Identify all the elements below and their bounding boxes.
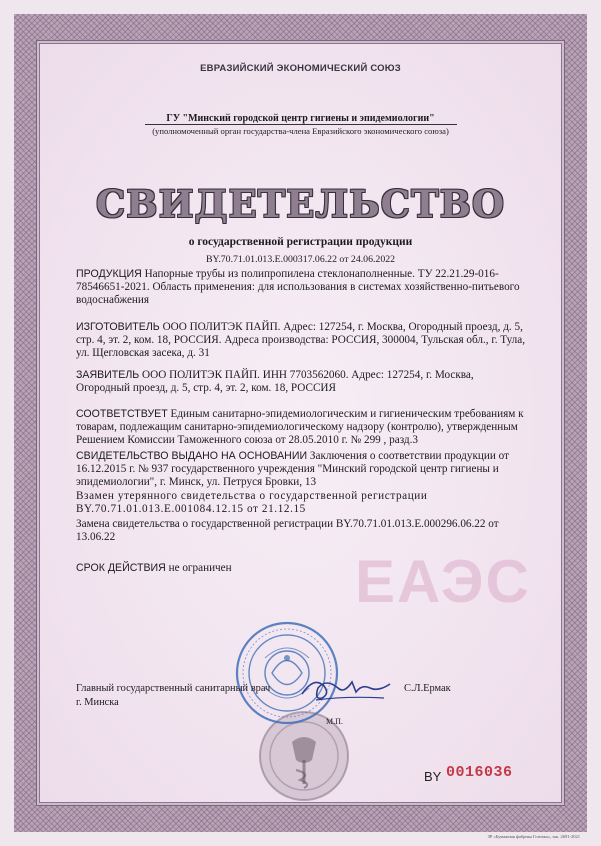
signatory-position [76, 682, 270, 710]
printer-note: ЗР «Бумажная фабрика Гознака», зак. 2691-2021 [487, 834, 580, 839]
certificate-title: СВИДЕТЕЛЬСТВО [95, 182, 506, 226]
manufacturer-text: ООО ПОЛИТЭК ПАЙП. Адрес: 127254, г. Москва, Огородный проезд, д. 5, стр. 4, эт. 2, ком. 18, РОССИЯ. Адреса производства: РОССИЯ, 300004, Тульская обл., г. Тула, ул. Щегловская засека, д. 31 [76, 321, 526, 360]
replacement-note: Замена свидетельства о государственной регистрации BY.70.71.01.013.E.000296.06.22 от 13.06.22 [76, 518, 499, 544]
applicant-label: ЗАЯВИТЕЛЬ [76, 369, 140, 381]
signatory-position-line2: г. Минска [76, 697, 119, 708]
serial-prefix: BY [424, 769, 442, 784]
organization-note: (уполномоченный орган государства-члена Евразийского экономического союза) [152, 126, 449, 136]
stamp-place-note: М.П. [326, 717, 343, 726]
conforms-text: Единым санитарно-эпидемиологическим и гигиеническим требованиям к товарам, подлежащим санитарно-эпидемиологическому надзору (контролю), утвержденным Решением Комиссии Таможенного союза от 28.05.2010 г. № 299 , разд.3 [76, 408, 524, 447]
signatory-name: С.Л.Ермак [404, 683, 451, 694]
eaes-watermark: ЕАЭС [355, 548, 531, 615]
conforms-label: СООТВЕТСТВУЕТ [76, 408, 168, 420]
replaced-lost-note: Взамен утерянного свидетельства о государственной регистрации BY.70.71.01.013.E.001084.12.15 от 21.12.15 [76, 490, 428, 516]
applicant-section [76, 369, 528, 395]
basis-section [76, 450, 528, 490]
product-text: Напорные трубы из полипропилена стеклонаполненные. ТУ 22.21.29-016-78546651-2021. Область применения: для использования в системах хозяйственно-питьевого водоснабжения [76, 268, 520, 307]
basis-label: СВИДЕТЕЛЬСТВО ВЫДАНО НА ОСНОВАНИИ [76, 450, 308, 462]
product-label: ПРОДУКЦИЯ [76, 268, 142, 280]
union-heading: ЕВРАЗИЙСКИЙ ЭКОНОМИЧЕСКИЙ СОЮЗ [200, 63, 401, 74]
conformity-section [76, 408, 528, 448]
registration-number: BY.70.71.01.013.E.000317.06.22 от 24.06.2022 [205, 254, 396, 265]
validity-text: не ограничен [168, 562, 232, 574]
signatory-position-line1: Главный государственный санитарный врач [76, 683, 271, 694]
issuing-organization: ГУ "Минский городской центр гигиены и эпидемиологии" [166, 113, 435, 124]
validity-label: СРОК ДЕЙСТВИЯ [76, 562, 166, 574]
certificate-subtitle: о государственной регистрации продукции [188, 236, 413, 248]
manufacturer-section [76, 321, 528, 361]
serial-number: 0016036 [446, 764, 513, 781]
basis-text: Заключения о соответствии продукции от 16.12.2015 г. № 937 государственного учреждения "Минский городской центр гигиены и эпидемиологии", г. Минск, ул. Петруся Бровки, 13 [76, 450, 509, 489]
manufacturer-label: ИЗГОТОВИТЕЛЬ [76, 321, 160, 333]
validity-section [76, 562, 528, 575]
signature-icon [296, 670, 396, 706]
applicant-text: ООО ПОЛИТЭК ПАЙП. ИНН 7703562060. Адрес: 127254, г. Москва, Огородный проезд, д. 5, стр. 4, эт. 2, ком. 18, РОССИЯ [76, 369, 474, 395]
product-section [76, 268, 528, 308]
